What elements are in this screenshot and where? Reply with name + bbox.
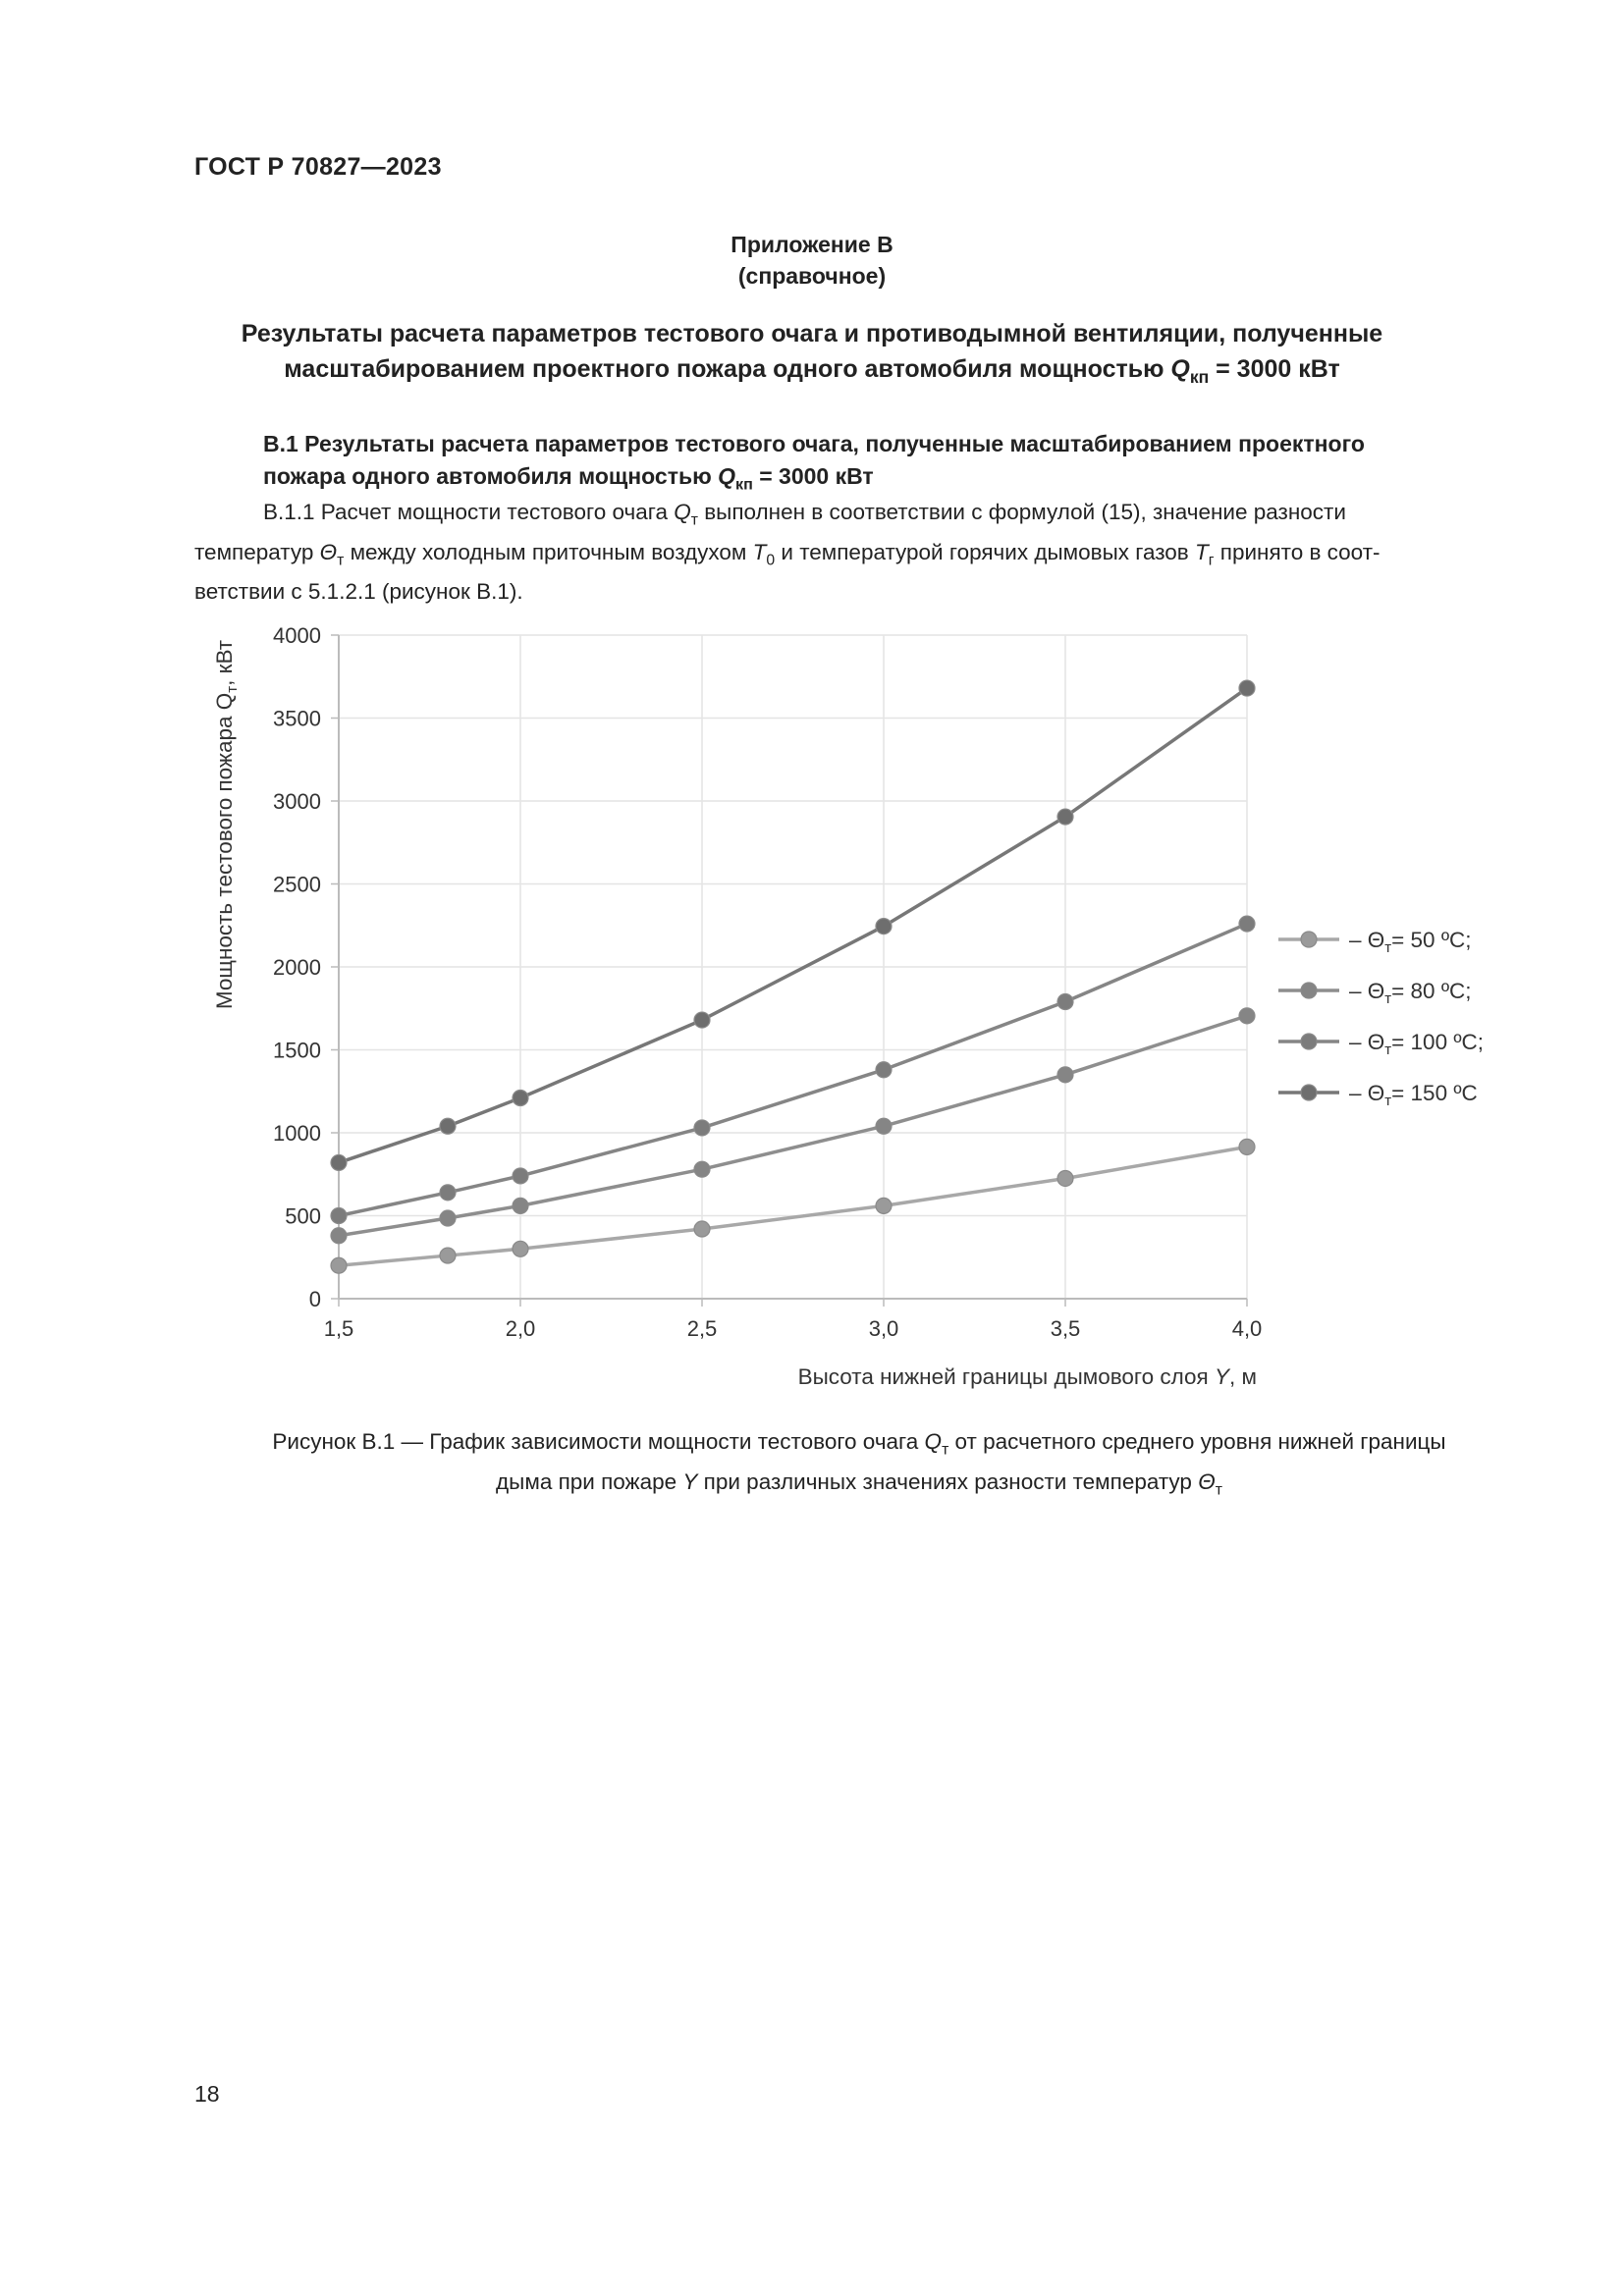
chart-axes: [331, 635, 1247, 1307]
data-point: [440, 1210, 456, 1226]
y-tick-label: 3500: [273, 706, 321, 731]
legend-swatch-marker: [1301, 1034, 1317, 1049]
title-line-2: масштабированием проектного пожара одного автомобиля мощностью $Q_{кп} = 3000$ кВт: [284, 355, 1340, 387]
data-point: [694, 1161, 710, 1177]
y-tick-label: 0: [308, 1287, 321, 1311]
title-line-1: Результаты расчета параметров тестового очага и противодымной вентиляции, полученные: [241, 320, 1383, 347]
legend-swatch-marker: [1301, 1085, 1317, 1100]
x-tick-label: 3,0: [868, 1316, 899, 1341]
data-point: [1239, 916, 1255, 932]
figure-caption: [187, 1426, 1532, 1506]
paragraph-line-3: ветствии с 5.1.2.1 (рисунок В.1).: [194, 579, 523, 604]
x-tick-label: 2,5: [686, 1316, 718, 1341]
y-tick-label: 4000: [273, 623, 321, 648]
section-line-2: пожара одного автомобиля мощностью $Q_{кп} = 3000$ кВт: [263, 463, 874, 494]
data-point: [331, 1257, 347, 1273]
x-tick-label: 2,0: [505, 1316, 536, 1341]
data-point: [440, 1185, 456, 1201]
x-tick-labels: [324, 1316, 1263, 1341]
data-point: [1057, 1170, 1073, 1186]
data-point: [876, 1118, 892, 1134]
data-point: [440, 1248, 456, 1263]
caption-line-2: дыма при пожаре Y при различных значениях разности температур $\Theta_т$: [496, 1468, 1222, 1498]
data-point: [331, 1228, 347, 1244]
legend-label: – $\Theta_т= 80$ ºC;: [1349, 979, 1472, 1007]
data-point: [694, 1221, 710, 1237]
data-point: [876, 1062, 892, 1078]
data-point: [440, 1118, 456, 1134]
appendix-type: (справочное): [737, 263, 887, 289]
appendix-label: Приложение В: [731, 232, 893, 257]
data-point: [1057, 993, 1073, 1009]
caption-line-1: Рисунок В.1 — График зависимости мощности тестового очага $Q_т$ от расчетного среднего уровня нижней границы: [272, 1429, 1446, 1459]
data-point: [331, 1154, 347, 1170]
y-tick-labels: [273, 623, 321, 1311]
data-point: [876, 1198, 892, 1213]
data-point: [694, 1012, 710, 1028]
series-line-4: [339, 688, 1247, 1162]
data-point: [513, 1168, 528, 1184]
page-number: 18: [194, 2081, 220, 2107]
series-lines: [339, 688, 1247, 1265]
document-header: ГОСТ Р 70827—2023: [194, 153, 442, 181]
data-point: [513, 1241, 528, 1256]
chart-grid: [339, 635, 1247, 1299]
section-line-1: В.1 Результаты расчета параметров тестового очага, полученные масштабированием проектного: [263, 431, 1365, 456]
x-tick-label: 4,0: [1231, 1316, 1263, 1341]
x-axis-title: Высота нижней границы дымового слоя Y, м: [797, 1364, 1257, 1389]
data-point: [1239, 680, 1255, 696]
legend-label: – $\Theta_т= 50$ ºC;: [1349, 928, 1472, 956]
data-point: [513, 1198, 528, 1213]
legend-label: – $\Theta_т= 150$ ºC: [1349, 1081, 1478, 1109]
series-line-1: [339, 1147, 1247, 1265]
data-point: [694, 1120, 710, 1136]
y-axis-title: Мощность тестового пожара $Q_т$, кВт: [212, 639, 241, 1010]
legend-label: – $\Theta_т= 100$ ºC;: [1349, 1030, 1485, 1058]
x-tick-label: 1,5: [323, 1316, 354, 1341]
data-point: [1057, 809, 1073, 825]
data-point: [1057, 1067, 1073, 1083]
y-tick-label: 2000: [273, 955, 321, 980]
paragraph-line-1: В.1.1 Расчет мощности тестового очага $Q_т$ выполнен в соответствии с формулой (15), значение разности: [263, 500, 1346, 529]
y-tick-label: 3000: [273, 789, 321, 814]
y-tick-label: 1500: [273, 1038, 321, 1063]
series-line-2: [339, 1016, 1247, 1236]
data-point: [513, 1091, 528, 1106]
legend-swatch-marker: [1301, 983, 1317, 998]
data-point: [1239, 1139, 1255, 1154]
series-points: [331, 680, 1255, 1273]
data-point: [1239, 1008, 1255, 1024]
chart-legend: [1278, 928, 1484, 1109]
legend-swatch-marker: [1301, 932, 1317, 947]
y-tick-label: 500: [285, 1203, 321, 1229]
y-tick-label: 2500: [273, 872, 321, 897]
y-tick-label: 1000: [273, 1121, 321, 1146]
x-tick-label: 3,5: [1050, 1316, 1081, 1341]
data-point: [331, 1208, 347, 1224]
paragraph-line-2: температур $\Theta_т$ между холодным приточным воздухом $T_0$ и температурой горячих дымовых газов $T_г$ принято в соот-: [194, 539, 1380, 568]
data-point: [876, 919, 892, 934]
